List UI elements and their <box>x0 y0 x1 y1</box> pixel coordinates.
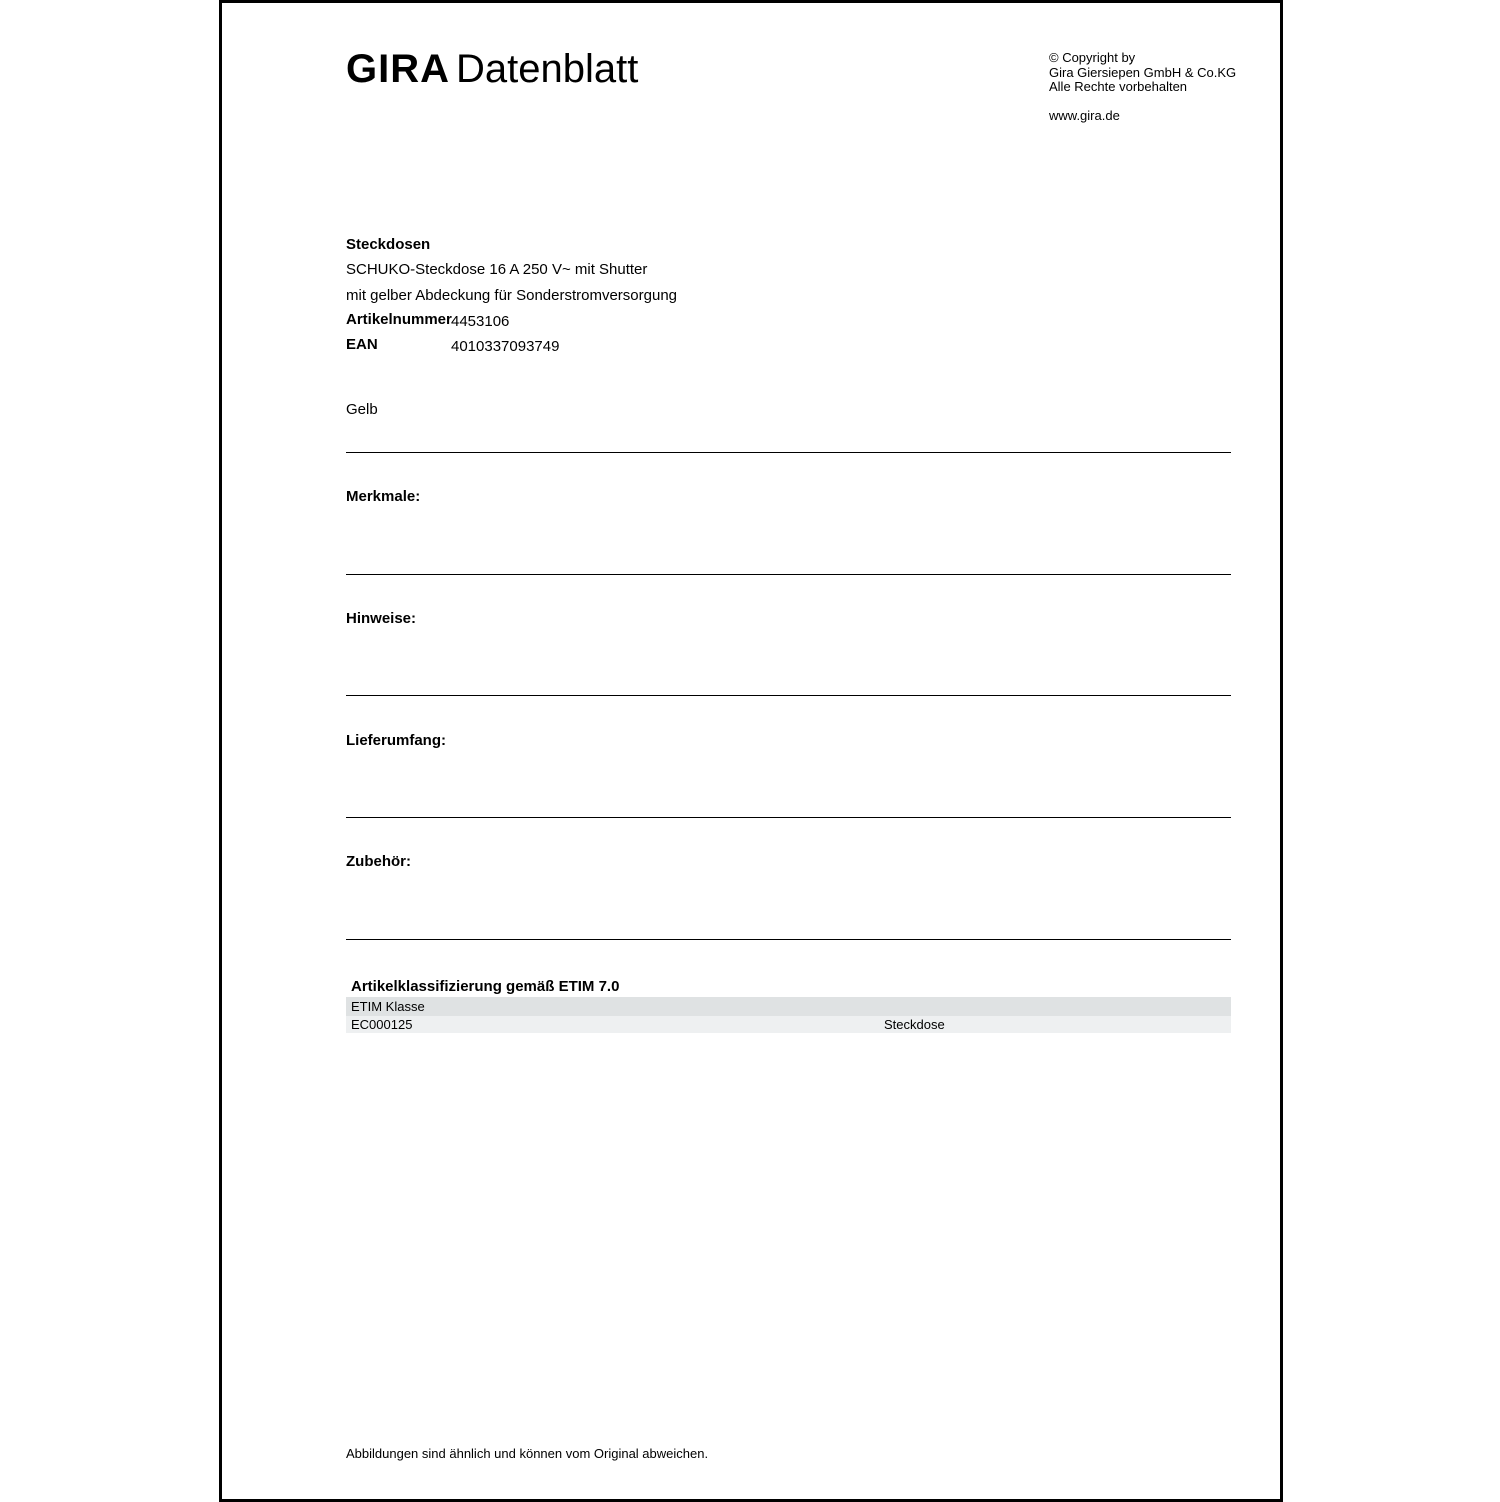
section-features-heading: Merkmale: <box>346 488 421 505</box>
divider <box>346 817 1231 818</box>
copyright-block <box>1049 51 1236 95</box>
brand-name: GIRA <box>346 47 450 91</box>
document-title: Datenblatt <box>456 47 639 91</box>
etim-classification-title: Artikelklassifizierung gemäß ETIM 7.0 <box>351 978 620 995</box>
divider <box>346 695 1231 696</box>
etim-table-header <box>346 997 1231 1016</box>
ean-label: EAN <box>346 336 378 353</box>
datasheet-page <box>219 0 1283 1502</box>
etim-header-label: ETIM Klasse <box>351 999 425 1014</box>
product-name-line2: mit gelber Abdeckung für Sonderstromversorgung <box>346 287 678 304</box>
section-notes-heading: Hinweise: <box>346 610 417 627</box>
website-link[interactable]: www.gira.de <box>1049 108 1120 123</box>
etim-class-code: EC000125 <box>351 1017 413 1032</box>
etim-class-name: Steckdose <box>884 1017 945 1032</box>
ean-value: 4010337093749 <box>451 338 560 355</box>
footer-disclaimer: Abbildungen sind ähnlich und können vom Original abweichen. <box>346 1446 709 1461</box>
section-delivery-heading: Lieferumfang: <box>346 732 447 749</box>
copyright-line: Gira Giersiepen GmbH & Co.KG <box>1049 64 1237 80</box>
section-accessories-heading: Zubehör: <box>346 853 411 870</box>
gira-datenblatt-logo <box>346 43 638 95</box>
etim-table-row <box>346 1016 1231 1033</box>
product-name-line1: SCHUKO-Steckdose 16 A 250 V~ mit Shutter <box>346 261 648 278</box>
article-number-label: Artikelnummer <box>346 311 452 328</box>
copyright-line: © Copyright by <box>1049 50 1136 65</box>
divider <box>346 574 1231 575</box>
article-number-value: 4453106 <box>451 313 510 330</box>
divider <box>346 452 1231 453</box>
divider <box>346 939 1231 940</box>
product-color: Gelb <box>346 401 378 418</box>
copyright-line: Alle Rechte vorbehalten <box>1049 79 1188 94</box>
product-category: Steckdosen <box>346 236 431 253</box>
